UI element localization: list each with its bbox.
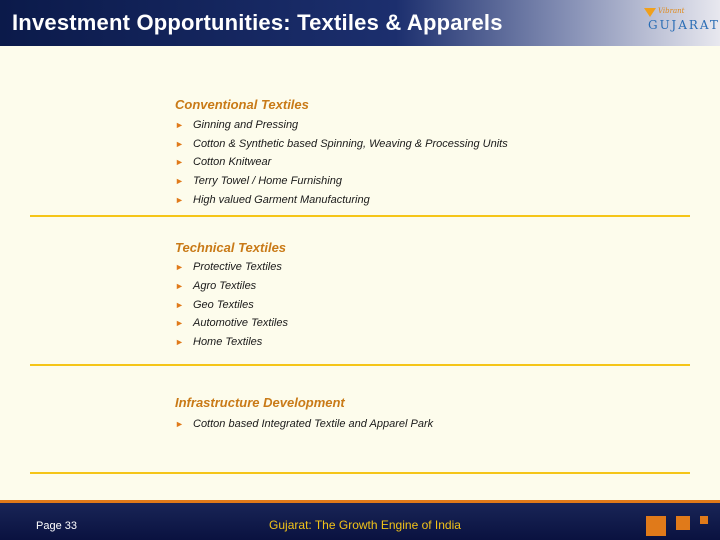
slide-content — [0, 46, 720, 500]
logo-main-text: GUJARAT — [648, 18, 720, 32]
header-bar — [0, 0, 720, 46]
gujarat-logo — [640, 6, 720, 40]
bullet-arrow-icon: ► — [175, 318, 184, 328]
section-title-conventional: Conventional Textiles — [175, 97, 309, 112]
list-item: ► Agro Textiles — [175, 280, 257, 292]
bullet-arrow-icon: ► — [175, 157, 184, 167]
list-item: ► Protective Textiles — [175, 261, 282, 273]
decor-square-icon — [700, 516, 708, 524]
divider — [30, 472, 690, 474]
bullet-arrow-icon: ► — [175, 176, 184, 186]
list-item: ► Geo Textiles — [175, 299, 254, 311]
bullet-arrow-icon: ► — [175, 195, 184, 205]
divider — [30, 215, 690, 217]
list-item: ► Ginning and Pressing — [175, 119, 299, 131]
list-item: ► High valued Garment Manufacturing — [175, 194, 370, 206]
logo-small-text: Vibrant — [658, 7, 685, 15]
page-number: Page 33 — [36, 520, 77, 532]
footer-tagline: Gujarat: The Growth Engine of India — [269, 518, 461, 532]
decor-square-icon — [676, 516, 690, 530]
list-item: ► Home Textiles — [175, 336, 263, 348]
bullet-arrow-icon: ► — [175, 300, 184, 310]
logo-triangle-icon — [644, 8, 656, 17]
bullet-arrow-icon: ► — [175, 337, 184, 347]
list-item: ► Terry Towel / Home Furnishing — [175, 175, 342, 187]
section-title-infrastructure: Infrastructure Development — [175, 395, 345, 410]
divider — [30, 364, 690, 366]
bullet-arrow-icon: ► — [175, 120, 184, 130]
bullet-arrow-icon: ► — [175, 281, 184, 291]
list-item: ► Cotton & Synthetic based Spinning, Weaving & Processing Units — [175, 138, 508, 150]
page-title: Investment Opportunities: Textiles & Apparels — [12, 10, 503, 35]
bullet-arrow-icon: ► — [175, 262, 184, 272]
footer-accent-line — [0, 500, 720, 503]
list-item: ► Cotton Knitwear — [175, 156, 272, 168]
list-item: ► Cotton based Integrated Textile and Apparel Park — [175, 418, 434, 430]
section-title-technical: Technical Textiles — [175, 240, 287, 255]
decor-square-icon — [646, 516, 666, 536]
bullet-arrow-icon: ► — [175, 419, 184, 429]
list-item: ► Automotive Textiles — [175, 317, 288, 329]
bullet-arrow-icon: ► — [175, 139, 184, 149]
